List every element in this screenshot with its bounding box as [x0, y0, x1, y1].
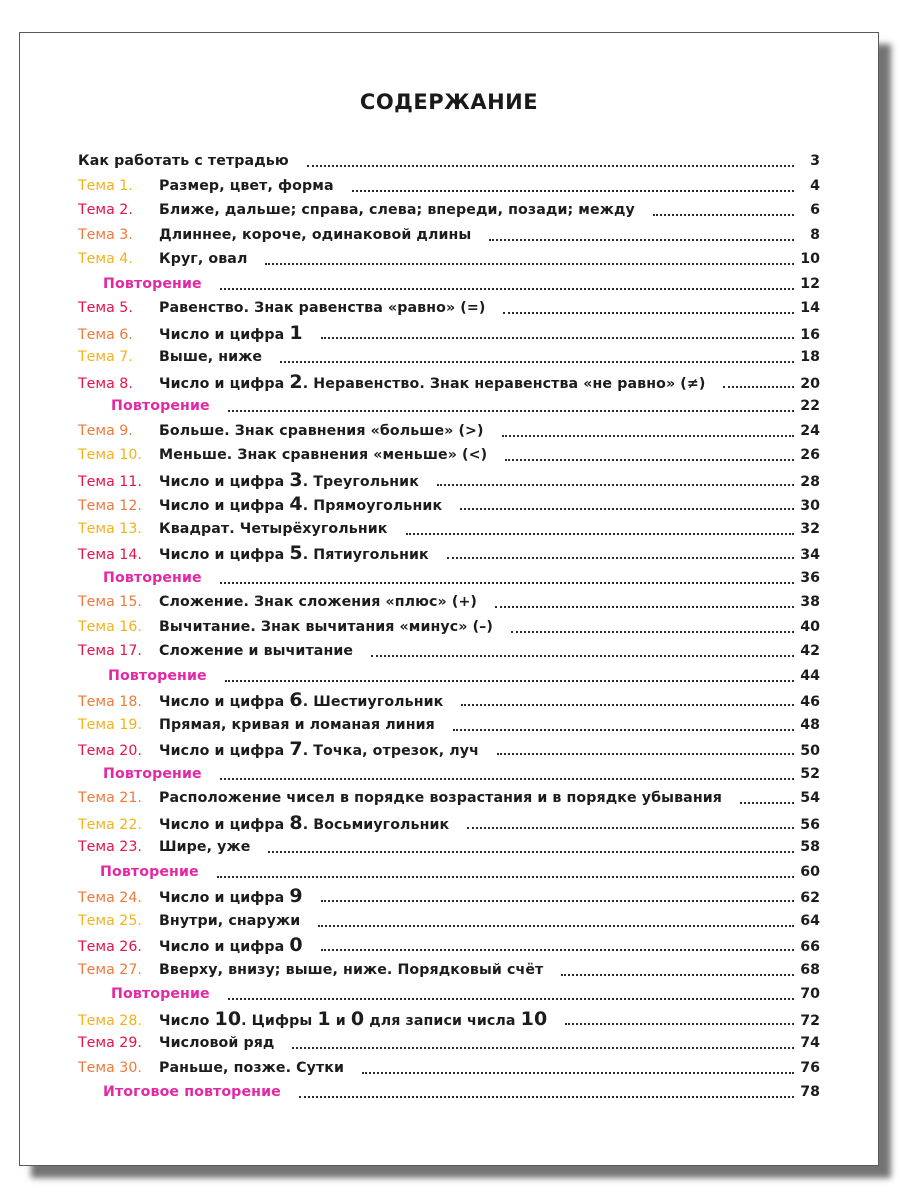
large-digit: 0	[289, 934, 303, 956]
toc-row	[78, 443, 820, 468]
toc-row	[78, 713, 820, 738]
page-number: 58	[800, 839, 820, 855]
page-number: 54	[800, 790, 820, 806]
topic-label: Тема 13.	[78, 520, 142, 537]
large-digit: 5	[289, 542, 303, 564]
page-number: 6	[810, 202, 820, 218]
topic-label: Тема 11.	[78, 473, 142, 490]
page-number: 66	[800, 939, 820, 955]
dot-leader	[228, 410, 794, 412]
large-digit: 6	[289, 689, 303, 711]
page-number: 22	[800, 398, 820, 414]
page-number: 32	[800, 520, 820, 537]
topic-label: Тема 19.	[78, 716, 142, 733]
topic-label: Тема 23.	[78, 839, 142, 855]
entry-title: Число 10. Цифры 1 и 0 для записи числа 10	[159, 1007, 548, 1030]
large-digit: 0	[350, 1007, 365, 1030]
dot-leader	[220, 582, 794, 584]
review-title: Повторение	[108, 667, 207, 684]
topic-label: Тема 12.	[78, 498, 142, 514]
dot-leader	[460, 508, 794, 510]
page-number: 30	[800, 498, 820, 514]
dot-leader	[495, 606, 794, 608]
toc-row	[78, 615, 820, 640]
entry-title: Число и цифра 9	[159, 885, 303, 907]
topic-label: Тема 21.	[78, 790, 142, 806]
dot-leader	[447, 557, 794, 559]
topic-label: Тема 28.	[78, 1012, 142, 1029]
dot-leader	[502, 435, 794, 437]
entry-title: Число и цифра 1	[159, 321, 303, 344]
large-digit: 8	[289, 811, 303, 834]
page-number: 3	[810, 153, 820, 169]
dot-leader	[220, 778, 794, 780]
page-number: 64	[800, 912, 820, 929]
entry-title: Раньше, позже. Сутки	[159, 1059, 345, 1076]
topic-label: Тема 10.	[78, 447, 142, 463]
topic-label: Тема 1.	[78, 177, 133, 194]
dot-leader	[321, 900, 794, 902]
toc-row	[78, 566, 820, 591]
page-number: 48	[800, 716, 820, 733]
entry-title: Число и цифра 0	[159, 934, 303, 956]
page-number: 4	[810, 177, 820, 194]
dot-leader	[225, 680, 794, 682]
topic-label: Тема 26.	[78, 939, 142, 955]
entry-title: Вычитание. Знак вычитания «минус» (–)	[159, 618, 493, 635]
toc-row	[78, 247, 820, 272]
dot-leader	[307, 165, 794, 167]
dot-leader	[565, 1023, 794, 1025]
dot-leader	[362, 1072, 794, 1074]
topic-label: Тема 27.	[78, 961, 142, 978]
topic-label: Тема 5.	[78, 300, 133, 316]
dot-leader	[723, 386, 794, 388]
entry-title: Внутри, снаружи	[159, 912, 301, 929]
page-number: 50	[800, 743, 820, 759]
topic-label: Тема 30.	[78, 1059, 142, 1076]
dot-leader	[453, 729, 794, 731]
dot-leader	[511, 631, 794, 633]
dot-leader	[292, 1047, 794, 1049]
toc-row	[78, 1080, 820, 1105]
toc-row	[78, 1007, 820, 1032]
dot-leader	[228, 998, 794, 1000]
page-number: 76	[800, 1059, 820, 1076]
toc-row	[78, 835, 820, 860]
dot-leader	[217, 876, 794, 878]
toc-row	[78, 223, 820, 248]
dot-leader	[437, 484, 794, 486]
entry-title: Вверху, внизу; выше, ниже. Порядковый счёт	[159, 961, 544, 978]
toc-row	[78, 198, 820, 223]
entry-title: Число и цифра 8. Восьмиугольник	[159, 811, 450, 834]
toc-row	[78, 468, 820, 493]
dot-leader	[461, 704, 794, 706]
page-number: 38	[800, 594, 820, 610]
page-number: 18	[800, 349, 820, 365]
dot-leader	[280, 361, 794, 363]
toc-row	[78, 762, 820, 787]
topic-label: Тема 6.	[78, 326, 133, 343]
dot-leader	[497, 753, 794, 755]
entry-title: Число и цифра 3. Треугольник	[159, 468, 419, 491]
page-number: 14	[800, 300, 820, 316]
large-digit: 7	[289, 738, 303, 760]
dot-leader	[371, 655, 794, 657]
toc-row	[78, 1056, 820, 1081]
entry-title: Равенство. Знак равенства «равно» (=)	[159, 300, 486, 316]
topic-label: Тема 22.	[78, 816, 142, 833]
large-digit: 9	[289, 885, 303, 907]
large-digit: 3	[289, 468, 303, 491]
entry-title: Число и цифра 7. Точка, отрезок, луч	[159, 738, 479, 760]
toc-row	[78, 492, 820, 517]
entry-title: Числовой ряд	[159, 1035, 275, 1051]
entry-title: Как работать с тетрадью	[78, 153, 289, 169]
toc-row	[78, 786, 820, 811]
page-number: 46	[800, 694, 820, 710]
toc-row	[78, 321, 820, 346]
entry-title: Круг, овал	[159, 251, 248, 267]
dot-leader	[561, 974, 794, 976]
dot-leader	[321, 949, 794, 951]
toc-row	[78, 394, 820, 419]
entry-title: Число и цифра 6. Шестиугольник	[159, 689, 444, 711]
topic-label: Тема 24.	[78, 890, 142, 906]
toc-row	[78, 639, 820, 664]
large-digit: 2	[289, 370, 303, 393]
page-number: 26	[800, 447, 820, 463]
topic-label: Тема 4.	[78, 251, 133, 267]
topic-label: Тема 18.	[78, 694, 142, 710]
toc-row	[78, 370, 820, 395]
review-title: Повторение	[111, 986, 210, 1002]
toc-row	[78, 296, 820, 321]
topic-label: Тема 20.	[78, 743, 142, 759]
page-number: 28	[800, 473, 820, 490]
entry-title: Больше. Знак сравнения «больше» (>)	[159, 422, 484, 439]
toc-row	[78, 664, 820, 689]
review-title: Повторение	[103, 765, 202, 782]
dot-leader	[740, 802, 794, 804]
entry-title: Размер, цвет, форма	[159, 177, 334, 194]
page-number: 78	[800, 1084, 820, 1100]
page-number: 24	[800, 422, 820, 439]
topic-label: Тема 16.	[78, 618, 142, 635]
toc-row	[78, 860, 820, 885]
page-number: 52	[800, 765, 820, 782]
page-number: 12	[800, 275, 820, 292]
entry-title: Сложение и вычитание	[159, 643, 354, 659]
toc-row	[78, 345, 820, 370]
large-digit: 4	[289, 493, 303, 515]
dot-leader	[318, 925, 794, 927]
page-number: 34	[800, 547, 820, 563]
topic-label: Тема 2.	[78, 202, 133, 218]
toc-row	[78, 884, 820, 909]
dot-leader	[220, 288, 794, 290]
topic-label: Тема 9.	[78, 422, 133, 439]
topic-label: Тема 14.	[78, 547, 142, 563]
topic-label: Тема 29.	[78, 1035, 142, 1051]
toc-row	[78, 590, 820, 615]
toc-row	[78, 174, 820, 199]
entry-title: Сложение. Знак сложения «плюс» (+)	[159, 594, 478, 610]
dot-leader	[505, 459, 794, 461]
page-number: 36	[800, 569, 820, 586]
large-digit: 10	[214, 1007, 242, 1030]
toc-row	[78, 737, 820, 762]
toc-row	[78, 958, 820, 983]
entry-title: Шире, уже	[159, 839, 251, 855]
dot-leader	[268, 851, 794, 853]
dot-leader	[467, 827, 794, 829]
topic-label: Тема 17.	[78, 643, 142, 659]
page-number: 40	[800, 618, 820, 635]
dot-leader	[406, 533, 795, 535]
entry-title: Число и цифра 2. Неравенство. Знак неравенства «не равно» (≠)	[159, 370, 706, 393]
page-number: 16	[800, 326, 820, 343]
dot-leader	[265, 263, 794, 265]
page-number: 68	[800, 961, 820, 978]
toc-row	[78, 541, 820, 566]
toc-row	[78, 909, 820, 934]
page-number: 20	[800, 375, 820, 392]
topic-label: Тема 8.	[78, 375, 133, 392]
entry-title: Меньше. Знак сравнения «меньше» (<)	[159, 447, 488, 463]
dot-leader	[653, 214, 794, 216]
page-title: СОДЕРЖАНИЕ	[359, 90, 539, 114]
dot-leader	[503, 312, 794, 314]
toc-row	[78, 419, 820, 444]
review-title: Итоговое повторение	[103, 1084, 281, 1100]
page-number: 8	[810, 226, 820, 243]
entry-title: Ближе, дальше; справа, слева; впереди, позади; между	[159, 202, 635, 218]
page-number: 72	[800, 1012, 820, 1029]
document-page	[19, 32, 879, 1166]
large-digit: 1	[289, 321, 303, 344]
page-number: 74	[800, 1035, 820, 1051]
entry-title: Квадрат. Четырёхугольник	[159, 520, 388, 537]
entry-title: Длиннее, короче, одинаковой длины	[159, 226, 472, 243]
page-number: 10	[800, 251, 820, 267]
topic-label: Тема 15.	[78, 594, 142, 610]
toc-row	[78, 982, 820, 1007]
toc-row	[78, 1031, 820, 1056]
page-number: 70	[800, 986, 820, 1002]
review-title: Повторение	[111, 398, 210, 414]
page-number: 60	[800, 863, 820, 880]
page-number: 44	[800, 667, 820, 684]
page-number: 56	[800, 816, 820, 833]
large-digit: 1	[317, 1007, 331, 1030]
topic-label: Тема 3.	[78, 226, 133, 243]
entry-title: Число и цифра 4. Прямоугольник	[159, 493, 443, 515]
review-title: Повторение	[103, 275, 202, 292]
toc-row	[78, 688, 820, 713]
review-title: Повторение	[100, 863, 199, 880]
topic-label: Тема 25.	[78, 912, 142, 929]
page-number: 42	[800, 643, 820, 659]
page-number: 62	[800, 890, 820, 906]
entry-title: Число и цифра 5. Пятиугольник	[159, 542, 429, 564]
toc-row	[78, 811, 820, 836]
dot-leader	[321, 337, 794, 339]
topic-label: Тема 7.	[78, 349, 133, 365]
toc-row	[78, 517, 820, 542]
large-digit: 10	[520, 1007, 548, 1030]
toc-row	[78, 149, 820, 174]
entry-title: Расположение чисел в порядке возрастания и в порядке убывания	[159, 790, 722, 806]
table-of-contents	[78, 149, 820, 1105]
entry-title: Прямая, кривая и ломаная линия	[159, 716, 435, 733]
dot-leader	[489, 239, 794, 241]
review-title: Повторение	[103, 569, 202, 586]
toc-row	[78, 272, 820, 297]
dot-leader	[299, 1096, 794, 1098]
toc-row	[78, 933, 820, 958]
dot-leader	[352, 190, 794, 192]
entry-title: Выше, ниже	[159, 349, 263, 365]
